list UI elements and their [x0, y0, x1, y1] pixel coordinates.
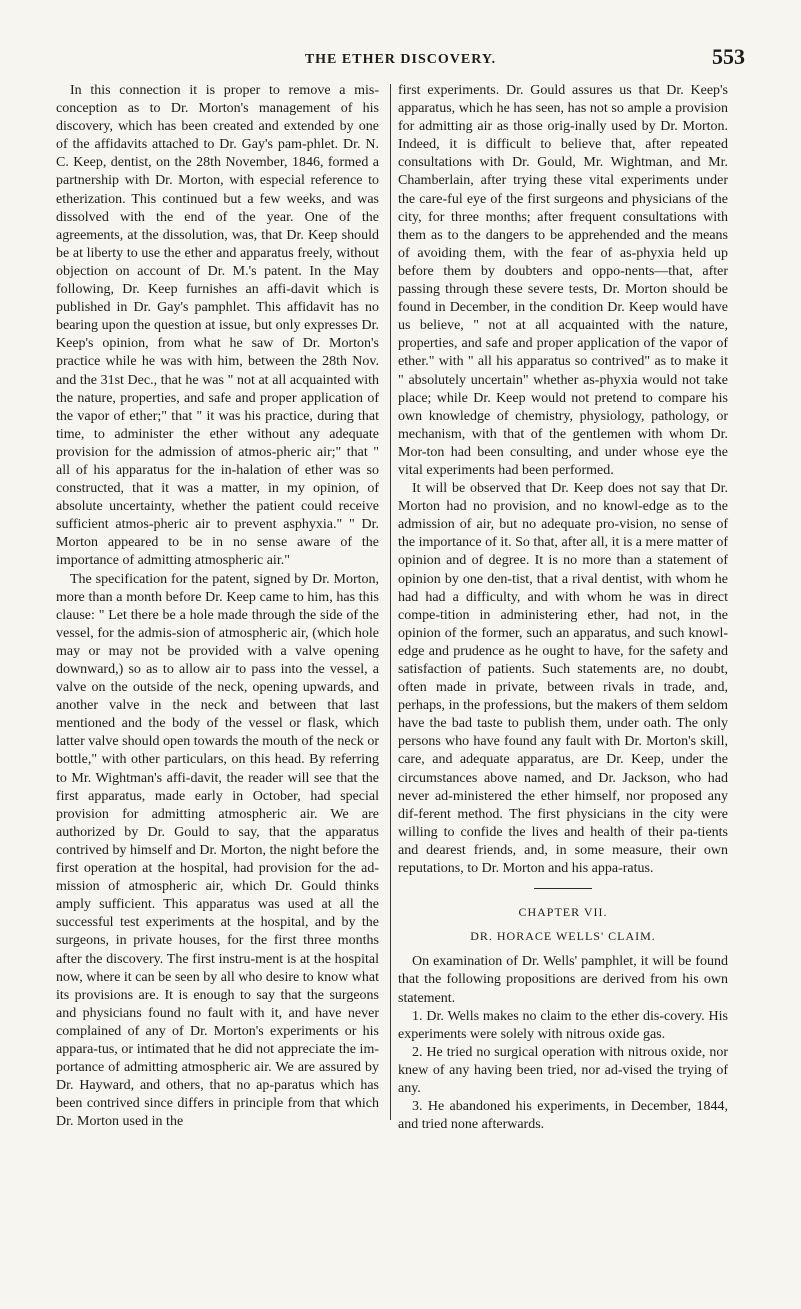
chapter-title: DR. HORACE WELLS' CLAIM.	[470, 929, 656, 944]
list-item: 1. Dr. Wells makes no claim to the ether dis-covery. His experiments were solely with nitrous oxide gas.	[398, 1008, 728, 1042]
paragraph: On examination of Dr. Wells' pamphlet, it will be found that the following propositions are derived from his own statement.	[398, 954, 728, 1006]
paragraph: The specification for the patent, signed by Dr. Morton, more than a month before Dr. Keep came to him, has this clause: " Let there be a hole made through the side of the vessel, for the admis-sion of atmospheric air, (which hole may or may not be provided with a valve opening downward,) so as to allow air to pass into the vessel, a valve on the outside of the neck, opening upwards, and another valve in the neck and between that last mentioned and the body of the vessel or flask, which latter valve should open towards the mouth of the neck or bottle," with other particulars, on this head. By referring to Mr. Wightman's affi-davit, the reader will see that the first apparatus, made early in October, had special provision for admitting atmospheric air. We are authorized by Dr. Gould to say, that the apparatus contrived by himself and Dr. Morton, the night before the first operation at the hospital, had provision for the ad-mission of atmospheric air, which Dr. Gould thinks amply sufficient. This apparatus was used at all the successful test experiments at the hospital, and by the surgeons, in private houses, for the first three months after the discovery. The first instru-ment is at the hospital now, where it can be seen by all who desire to know what its provisions are. It is enough to say that the surgeons and physicians found no fault with it, and have never complained of any of Dr. Morton's experiments or his appara-tus, or intimated that he did not appreciate the im-portance of admitting atmospheric air. We are assured by Dr. Hayward, and others, that no ap-paratus which has been contrived since differs in principle from that which Dr. Morton used in the	[56, 571, 379, 1130]
running-title: THE ETHER DISCOVERY.	[304, 52, 497, 67]
right-column	[398, 82, 728, 1134]
paragraph: It will be observed that Dr. Keep does not say that Dr. Morton had no provision, and no knowl-edge as to the admission of air, but no adequate pro-vision, no sense of the importance of it. So that, after all, it is a mere matter of opinion and of degree. It is no more than a statement of opinion by one den-tist, that a rival dentist, with whom he had had a difficulty, and with whom he was in direct compe-tition in administering ether, had not, in the opinion of the former, such an apparatus, and such knowl-edge and prudence as he ought to have, for the safety and satisfaction of patients. Such statements are, no doubt, often made in private, between rivals in trade, and, perhaps, in the professions, but the makers of them seldom have the bad taste to publish them, under oath. The only persons who have found any fault with Dr. Morton's skill, care, and adequate apparatus, are Dr. Keep, under the circumstances above named, and Dr. Jackson, who had never ad-ministered the ether himself, nor proposed any dif-ferent method. The first physicians in the city were willing to confide the lives and health of their pa-tients and dearest friends, and, in some measure, their own reputations, to Dr. Morton and his appa-ratus.	[398, 481, 728, 877]
list-item: 3. He abandoned his experiments, in December, 1844, and tried none afterwards.	[398, 1099, 728, 1133]
column-divider	[390, 84, 391, 1120]
paragraph: In this connection it is proper to remove a mis-conception as to Dr. Morton's management of his discovery, which has been created and extended by one of the affidavits attached to Dr. Gay's pam-phlet. Dr. N. C. Keep, dentist, on the 28th November, 1846, formed a partnership with Dr. Morton, with especial reference to etherization. This continued but a few weeks, and was dissolved with the end of the year. One of the agreements, at the dissolution, was, that Dr. Keep should be at liberty to use the ether and apparatus freely, without objection on account of Dr. M.'s patent. In the May following, Dr. Keep furnishes an affi-davit which is published in Dr. Gay's pamphlet. This affidavit has no bearing upon the question at issue, but only expresses Dr. Keep's opinion, from what he saw of Dr. Morton's practice while he was with him, between the 28th Nov. and the 31st Dec., that he was " not at all acquainted with the nature, properties, and safe and proper application of the vapor of ether;" that " it was his practice, during that time, to administer the ether without any adequate provision for the admission of atmos-pheric air;" that " all of his apparatus for the in-halation of ether was so constructed, that it was a matter, in my opinion, of absolute uncertainty, whether the patient could receive sufficient atmos-pheric air to prevent asphyxia." " Dr. Morton appeared to be in no sense aware of the importance of admitting atmospheric air."	[56, 83, 379, 569]
list-item: 2. He tried no surgical operation with nitrous oxide, nor knew of any having been tried, nor ad-vised the trying of any.	[398, 1044, 728, 1096]
chapter-heading: CHAPTER VII.	[518, 905, 608, 920]
section-rule	[534, 888, 592, 889]
paragraph: first experiments. Dr. Gould assures us that Dr. Keep's apparatus, which he has seen, has not so ample a provision for admitting air as those orig-inally used by Dr. Morton. Indeed, it is difficult to believe that, after repeated consultations with Dr. Gould, Mr. Wightman, and Mr. Chamberlain, after trying these vital experiments under the care-ful eye of the first surgeons and physicians of the city, for three months; after frequent consultations with them as to the dangers to be apprehended and the means of avoiding them, with the fear of as-phyxia held up before them by doubters and oppo-nents—that, after passing through these severe tests, Dr. Morton should be found in December, in the condition Dr. Keep would have us believe, " not at all acquainted with the nature, properties, and safe and proper application of the vapor of ether." with " all his apparatus so contrived" as to make it " absolutely uncertain" whether as-phyxia would not take place; while Dr. Keep would not pretend to compare his own knowledge of chemistry, physiology, pathology, or mechanism, with that of the gentlemen with whom Dr. Mor-ton had been consulting, and under whose eye the vital experiments had been performed.	[398, 83, 728, 478]
left-column	[56, 82, 379, 1131]
page-number: 553	[712, 44, 745, 69]
